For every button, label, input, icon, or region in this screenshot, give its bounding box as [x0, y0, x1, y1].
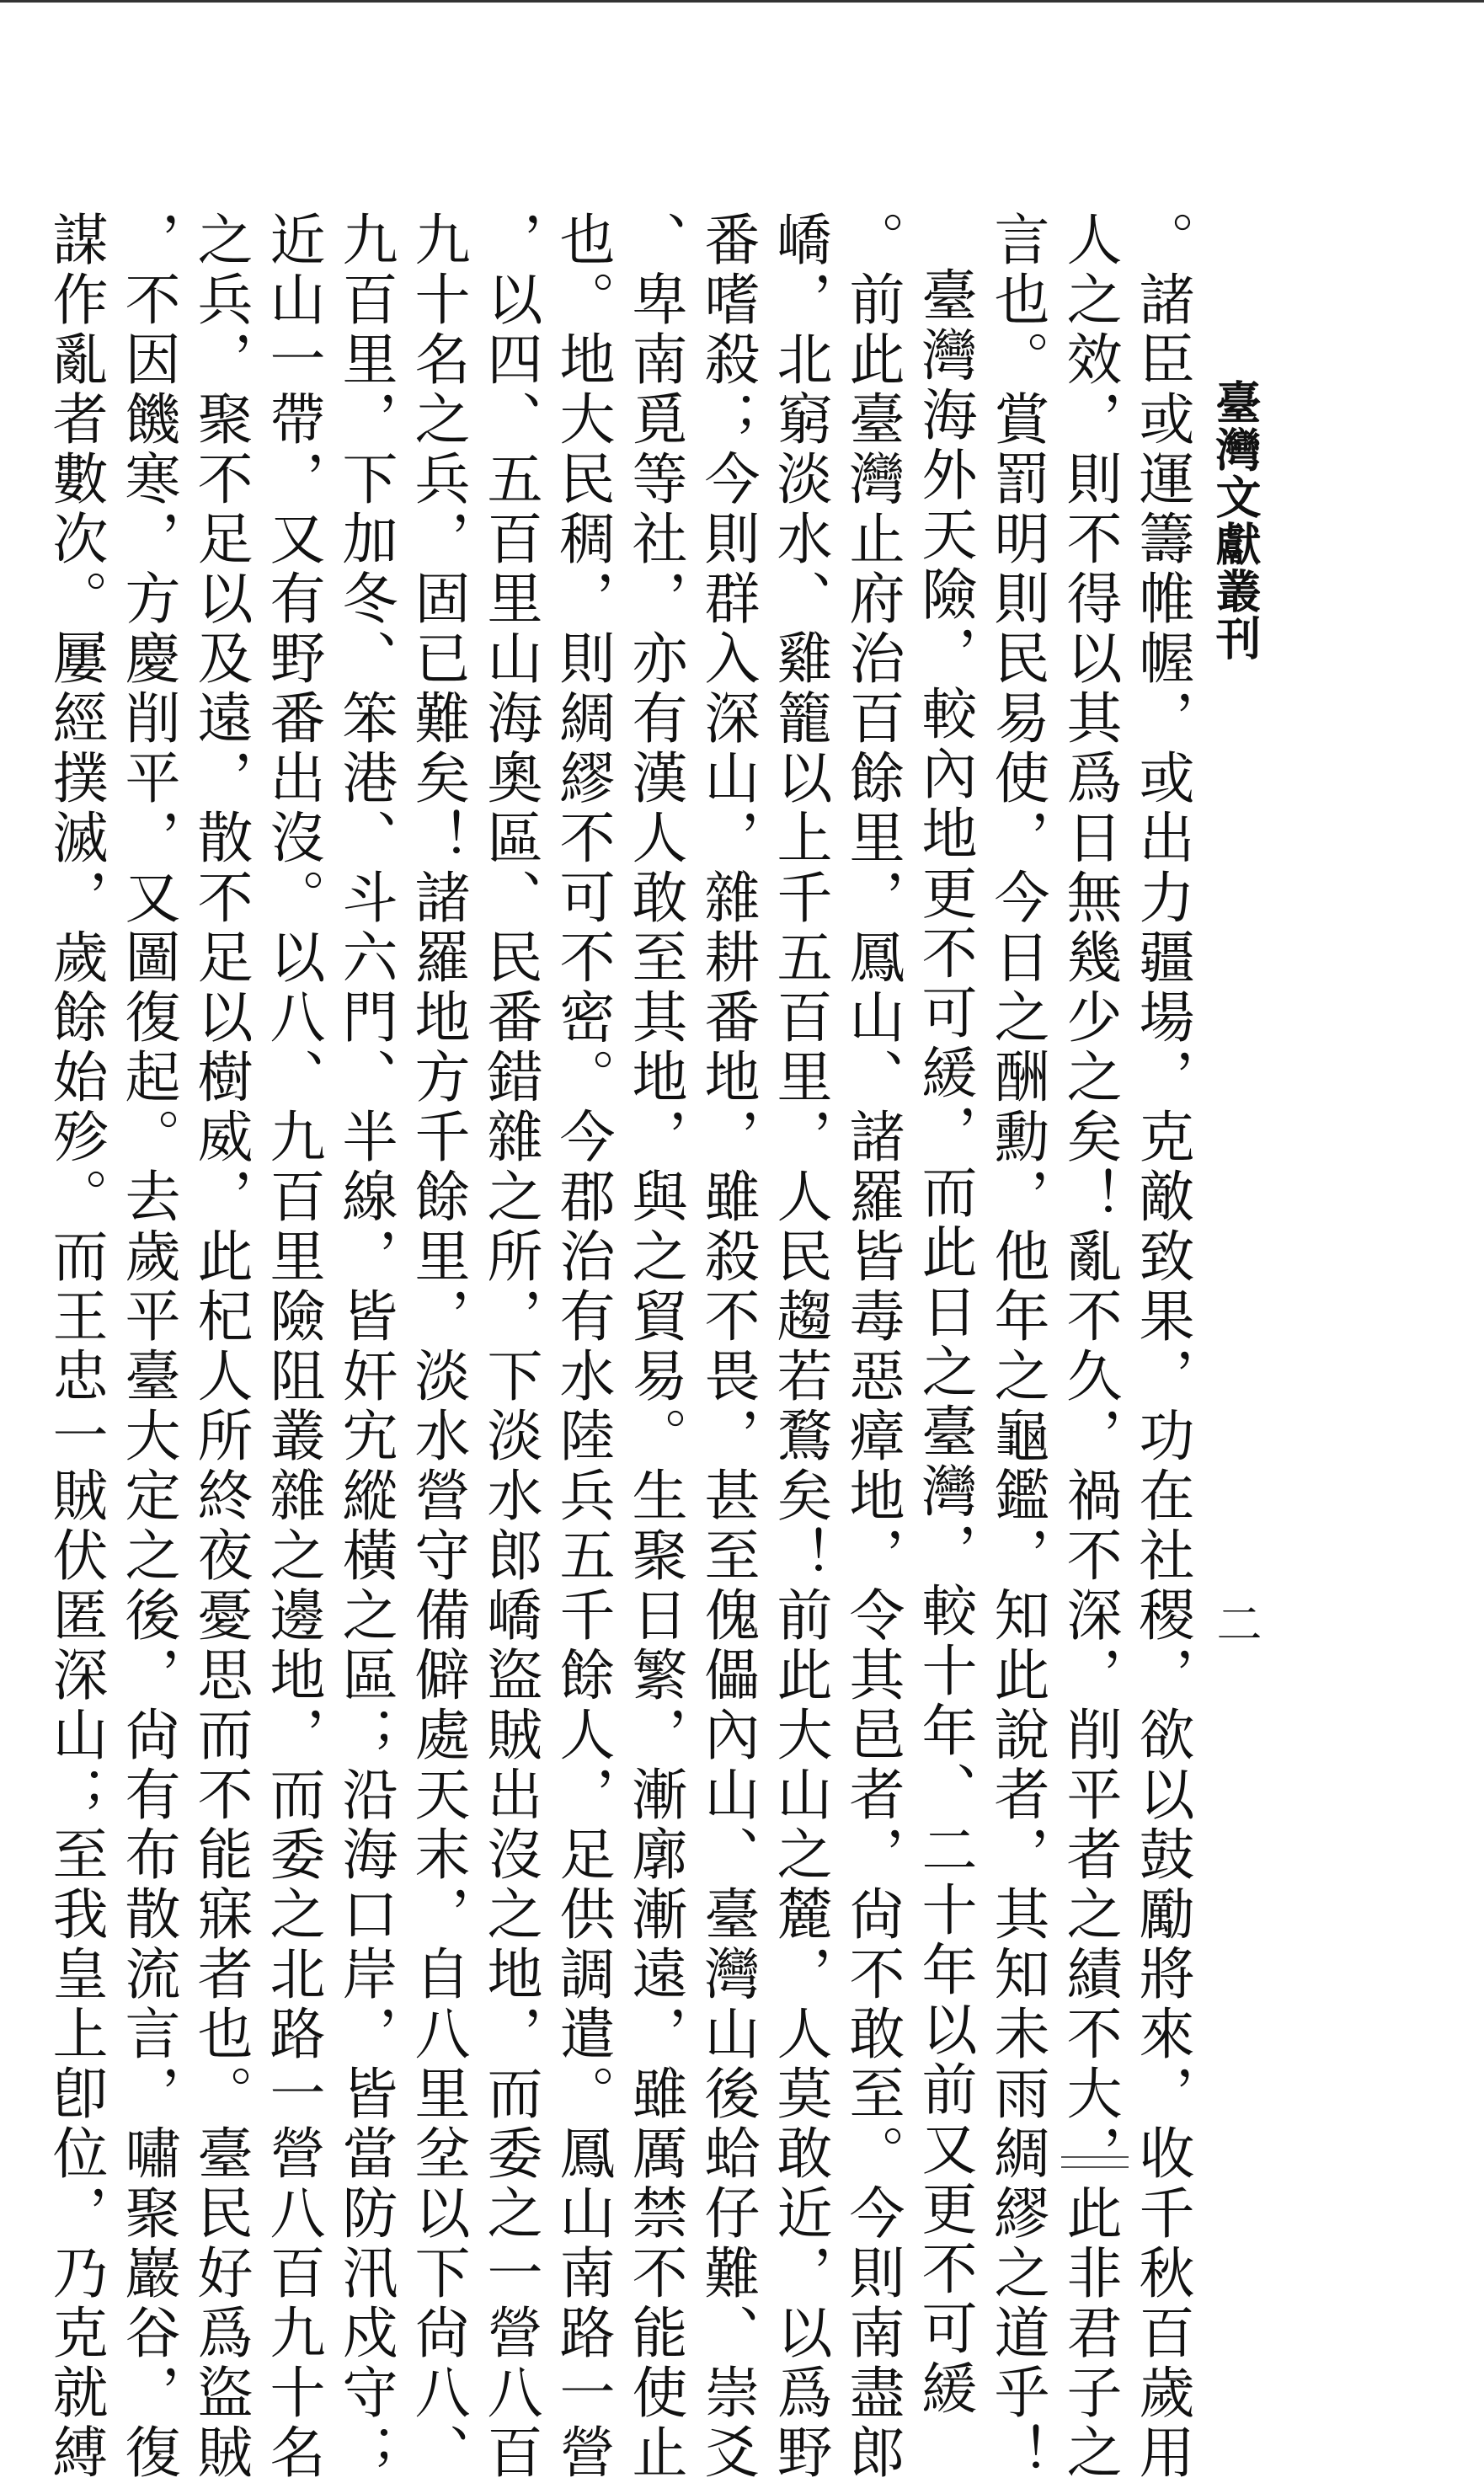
text-column-11: 九十名之兵，固已難矣！諸羅地方千餘里，淡水營守備僻處天末，自八里坌以下尙八、 — [405, 211, 470, 2483]
text-column-13: 近山一帶，又有野番出沒。以八、九百里險阻叢雜之邊地，而委之北路一營八百九十名 — [260, 211, 325, 2483]
text-column-3: 言也。賞罰明則民易使，今日之酬勳，他年之龜鑑，知此說者，其知未雨綢繆之道乎！ — [985, 211, 1049, 2483]
running-header-title: 臺灣文獻叢刊 — [1209, 379, 1262, 662]
text-column-5: 。前此臺灣止府治百餘里，鳳山、諸羅皆毒惡瘴地，令其邑者，尙不敢至。今則南盡郎 — [840, 211, 905, 2483]
text-column-8: 、卑南覓等社，亦有漢人敢至其地，與之貿易。生聚日繁，漸廓漸遠，雖厲禁不能使止 — [622, 211, 687, 2483]
text-column-6: 嶠，北窮淡水、雞籠以上千五百里，人民趨若鶩矣！前此大山之麓，人莫敢近，以爲野 — [767, 211, 832, 2483]
bottom-edge-mark — [1061, 2156, 1129, 2168]
text-column-9: 也。地大民稠，則綢繆不可不密。今郡治有水陸兵五千餘人，足供調遣。鳳山南路一營 — [550, 211, 615, 2483]
page-number: 二 — [1209, 1600, 1262, 1646]
vertical-text-body — [43, 211, 1198, 2483]
text-column-14: 之兵，聚不足以及遠，散不足以樹威，此杞人所終夜憂思而不能寐者也。臺民好爲盜賊 — [188, 211, 253, 2483]
text-column-10: ，以四、五百里山海奧區、民番錯雜之所，下淡水郎嶠盜賊出沒之地，而委之一營八百 — [478, 211, 542, 2483]
text-column-1: 。諸臣或運籌帷幄，或出力疆場，克敵致果，功在社稷，欲以鼓勵將來，收千秋百歲用 — [1129, 211, 1194, 2483]
text-column-2: 人之效，則不得以其爲日無幾少之矣！亂不久，禍不深，削平者之績不大，此非君子之 — [1057, 211, 1122, 2483]
text-column-12: 九百里，下加冬、笨港、斗六門、半線，皆奸宄縱橫之區；沿海口岸，皆當防汛戍守； — [333, 211, 398, 2483]
text-column-4: 臺灣海外天險，較內地更不可緩，而此日之臺灣，較十年、二十年以前又更不可緩 — [912, 266, 977, 2419]
top-border-rule — [0, 0, 1484, 3]
text-column-7: 番嗜殺；今則群入深山，雜耕番地，雖殺不畏，甚至傀儡內山、臺灣山後蛤仔難、崇爻 — [695, 211, 760, 2483]
text-column-16: 謀作亂者數次。屢經撲滅，歲餘始殄。而王忠一賊伏匿深山；至我皇上卽位，乃克就縛 — [43, 211, 108, 2483]
text-column-15: ，不因饑寒，方慶削平，又圖復起。去歲平臺大定之後，尙有布散流言，嘯聚巖谷，復 — [115, 211, 180, 2483]
